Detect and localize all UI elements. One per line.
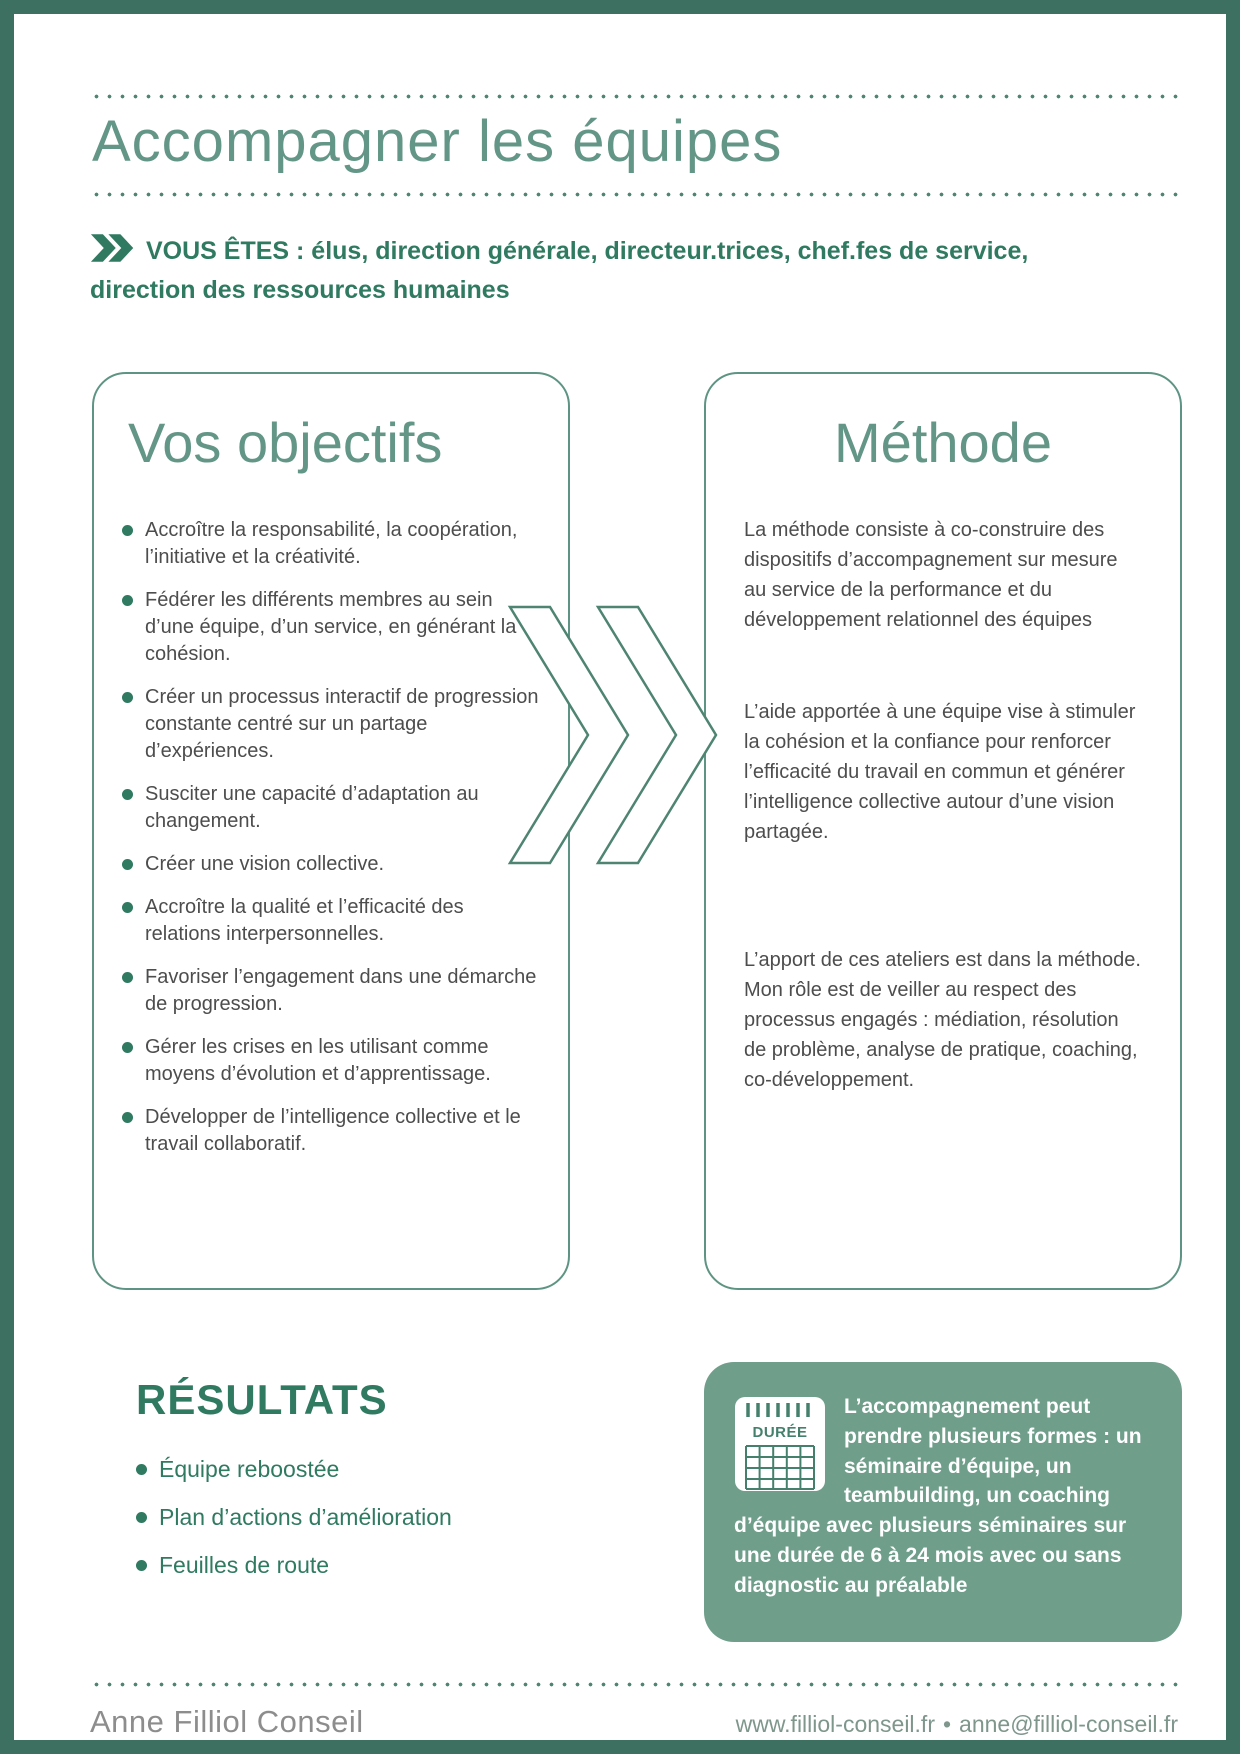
objective-text: Gérer les crises en les utilisant comme moyens d’évolution et d’apprentissage. <box>145 1036 491 1085</box>
objective-text: Fédérer les différents membres au sein d’une équipe, d’un service, en générant la cohésion. <box>145 589 517 665</box>
result-text: Feuilles de route <box>159 1552 330 1579</box>
email-link[interactable]: anne@filliol-conseil.fr <box>959 1711 1178 1737</box>
double-chevron-arrow-icon <box>502 602 722 868</box>
bullet-dot-icon <box>122 1042 133 1053</box>
audience-label: VOUS ÊTES <box>146 237 290 265</box>
objective-text: Créer un processus interactif de progression constante centré sur un partage d’expériences. <box>145 686 539 762</box>
bullet-dot-icon <box>122 902 133 913</box>
dotted-divider <box>90 94 1178 99</box>
method-paragraph: L’aide apportée à une équipe vise à stimuler la cohésion et la confiance pour renforcer l’efficacité du travail en commun et générer l’intelligence collective autour d’une vision partagée. <box>744 701 1136 843</box>
result-text: Équipe reboostée <box>159 1456 340 1482</box>
footer <box>90 1704 1178 1740</box>
objective-text: Accroître la qualité et l’efficacité des relations interpersonnelles. <box>145 896 464 945</box>
bullet-dot-icon <box>122 525 133 536</box>
method-panel <box>704 372 1182 1290</box>
objective-text: Favoriser l’engagement dans une démarche de progression. <box>145 966 537 1015</box>
method-paragraph: L’apport de ces ateliers est dans la méthode. Mon rôle est de veiller au respect des processus engagés : médiation, résolution de problème, analyse de pratique, coaching, co-développement. <box>744 949 1141 1091</box>
results-list <box>136 1454 656 1581</box>
list-item <box>122 1034 544 1088</box>
chevron-right-icon <box>90 234 136 262</box>
list-item <box>122 684 544 765</box>
website-link[interactable]: www.filliol-conseil.fr <box>735 1711 935 1737</box>
objective-text: Susciter une capacité d’adaptation au changement. <box>145 783 479 832</box>
list-item <box>136 1454 656 1485</box>
list-item <box>122 1104 544 1158</box>
objective-text: Accroître la responsabilité, la coopération, l’initiative et la créativité. <box>145 519 518 568</box>
list-item <box>136 1502 656 1533</box>
bullet-dot-icon <box>122 1112 133 1123</box>
bullet-dot-icon <box>122 859 133 870</box>
list-item <box>122 781 544 835</box>
list-item <box>122 517 544 571</box>
list-item <box>122 851 544 878</box>
duration-callout <box>704 1362 1182 1642</box>
objectives-title: Vos objectifs <box>128 411 443 474</box>
bullet-dot-icon <box>122 692 133 703</box>
audience-value: : élus, direction générale, directeur.trices, chef.fes de service, direction des ressources humaines <box>90 237 1029 304</box>
list-item <box>122 964 544 1018</box>
bullet-dot-icon <box>122 595 133 606</box>
objectives-panel <box>92 372 570 1290</box>
page-title: Accompagner les équipes <box>92 109 783 174</box>
list-item <box>122 587 544 668</box>
bullet-dot-icon <box>136 1560 147 1571</box>
duration-badge: DURÉE <box>752 1424 808 1441</box>
bullet-dot-icon <box>122 972 133 983</box>
duration-text: L’accompagnement peut prendre plusieurs formes : un séminaire d’équipe, un teambuilding, un coaching d’équipe avec plusieurs séminaires sur une durée de 6 à 24 mois avec ou sans diagnostic au préalable <box>734 1395 1142 1597</box>
brand-name: Anne Filliol Conseil <box>90 1704 364 1739</box>
objective-text: Développer de l’intelligence collective et le travail collaboratif. <box>145 1106 521 1155</box>
method-paragraph: La méthode consiste à co-construire des dispositifs d’accompagnement sur mesure au service de la performance et du développement relationnel des équipes <box>744 519 1118 631</box>
bullet-dot-icon <box>122 789 133 800</box>
result-text: Plan d’actions d’amélioration <box>159 1504 452 1531</box>
objectives-list <box>122 517 544 1158</box>
audience-text <box>90 232 1075 310</box>
list-item <box>122 894 544 948</box>
bullet-dot-icon <box>136 1464 147 1475</box>
dotted-divider <box>90 1682 1178 1687</box>
results-title: RÉSULTATS <box>136 1376 388 1423</box>
list-item <box>136 1550 656 1581</box>
results-section <box>136 1376 656 1598</box>
dotted-divider <box>90 192 1178 197</box>
method-title: Méthode <box>834 411 1052 474</box>
bullet-dot-icon <box>136 1512 147 1523</box>
calendar-icon <box>734 1396 826 1497</box>
objective-text: Créer une vision collective. <box>145 853 384 875</box>
footer-contact <box>736 1711 1178 1738</box>
footer-separator: • <box>942 1711 952 1737</box>
